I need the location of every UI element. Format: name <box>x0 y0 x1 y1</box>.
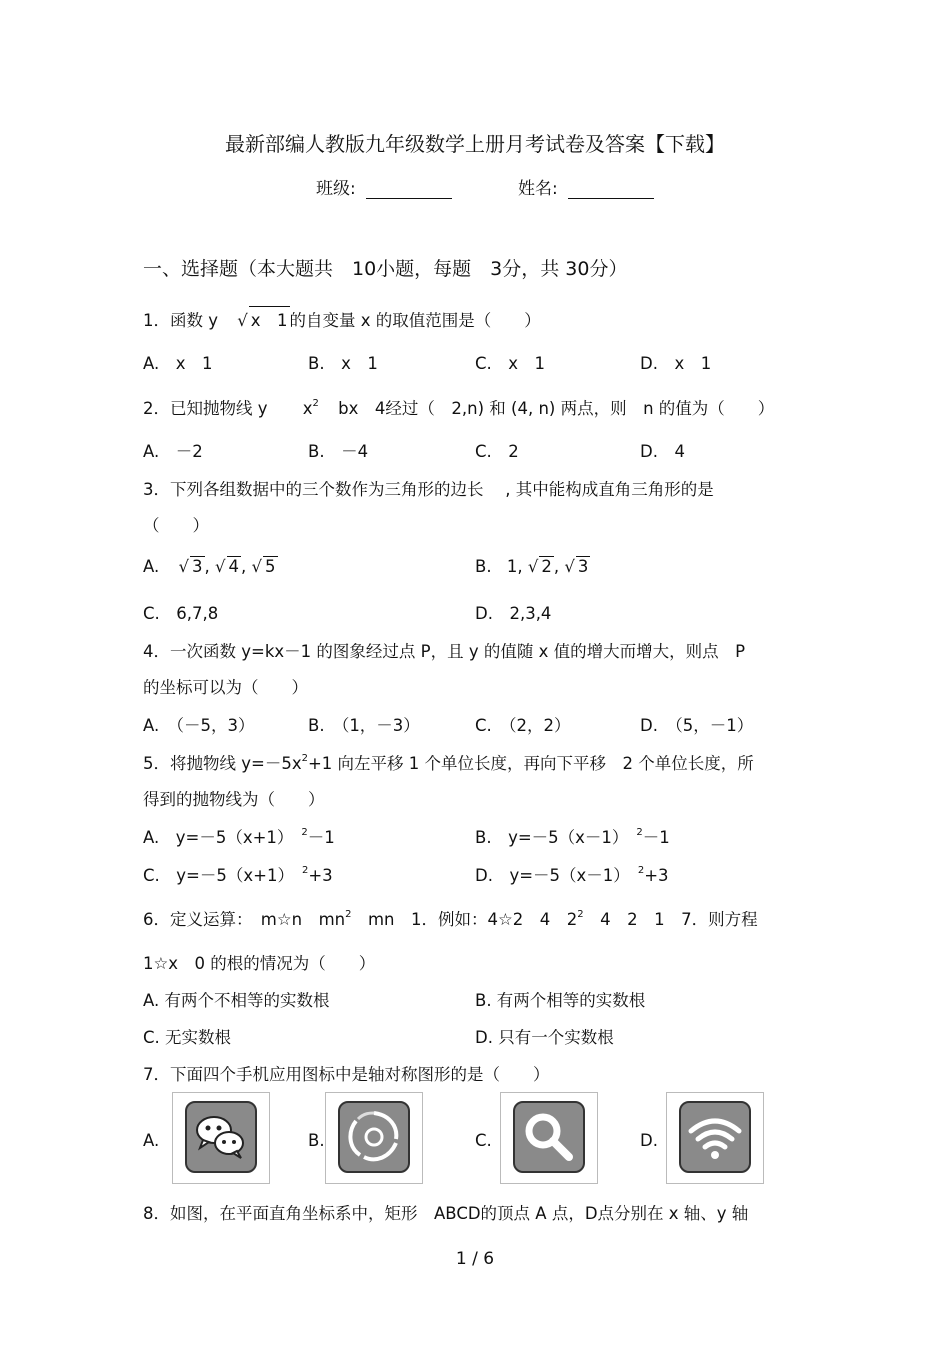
name-label: 姓名: <box>518 179 558 199</box>
q2-suffix: bx 4经过（ 2,n) 和 (4, n) 两点，则 n 的值为（ ） <box>338 399 775 418</box>
q4-option-c: C. （2，2） <box>475 716 571 735</box>
page-title: 最新部编人教版九年级数学上册月考试卷及答案【下载】 <box>225 132 725 156</box>
q1-suffix: 的自变量 x 的取值范围是（ ） <box>289 311 541 330</box>
q5-b-sup: 2 <box>636 827 643 838</box>
class-field <box>316 174 452 199</box>
q5-option-d <box>475 862 669 886</box>
question-3-line1: 3．下列各组数据中的三个数作为三角形的边长 , 其中能构成直角三角形的是 <box>143 480 714 499</box>
q1-option-a: A. x 1 <box>143 354 213 373</box>
class-label: 班级: <box>316 179 356 199</box>
q3-option-b: B. 1, √ 2 , √ 3 <box>475 557 589 576</box>
q2-option-d: D. 4 <box>640 442 685 461</box>
q5-l1-post: +1 向左平移 1 个单位长度，再向下平移 2 个单位长度，所 <box>307 754 754 773</box>
question-4-line1: 4．一次函数 y=kx－1 的图象经过点 P，且 y 的值随 x 值的增大而增大，则点 P <box>143 642 746 661</box>
question-3-line2: （ ） <box>143 516 209 535</box>
q6-l1-a: 6．定义运算： m☆n mn <box>143 910 346 929</box>
q2-option-a: A. －2 <box>143 442 203 461</box>
q3-a-v3: 5 <box>265 557 276 576</box>
q1-rad-x: x <box>250 311 261 330</box>
question-2 <box>143 395 774 419</box>
q5-c-post: +3 <box>308 866 333 885</box>
q3-b-label: B. <box>475 557 492 576</box>
q5-option-a <box>143 824 335 848</box>
question-5-line1 <box>143 750 754 774</box>
q1-radical: √ x 1 <box>237 311 289 330</box>
q6-l1-c: 4 2 1 7．则方程 <box>583 910 758 929</box>
q2-prefix: 2．已知抛物线 y <box>143 399 268 418</box>
q6-option-b: B. 有两个相等的实数根 <box>475 991 646 1010</box>
q3-a-label: A. <box>143 557 160 576</box>
q6-sup-2: 2 <box>577 909 584 920</box>
q5-a-post: －1 <box>307 828 335 847</box>
question-1 <box>143 306 541 331</box>
q3-option-a <box>143 556 278 576</box>
question-6-line2: 1☆x 0 的根的情况为（ ） <box>143 954 376 973</box>
question-7-line1: 7．下面四个手机应用图标中是轴对称图形的是（ ） <box>143 1065 550 1084</box>
name-blank <box>568 182 654 199</box>
q6-option-d: D. 只有一个实数根 <box>475 1028 614 1047</box>
q7-option-c-label: C. <box>475 1131 492 1150</box>
question-8-line1: 8．如图，在平面直角坐标系中，矩形 ABCD的顶点 A 点，D点分别在 x 轴、y 轴 <box>143 1204 749 1223</box>
swirl-icon <box>325 1092 423 1184</box>
q5-b-post: －1 <box>642 828 670 847</box>
q1-rad-1: 1 <box>277 311 288 330</box>
q2-option-c: C. 2 <box>475 442 519 461</box>
q1-option-d: D. x 1 <box>640 354 712 373</box>
search-icon <box>500 1092 598 1184</box>
q5-a-sup: 2 <box>301 827 308 838</box>
wechat-icon <box>172 1092 270 1184</box>
q5-a-pre: A. y=－5（x+1） <box>143 828 294 847</box>
q5-option-c <box>143 862 333 886</box>
question-5-line2: 得到的抛物线为（ ） <box>143 790 325 809</box>
q6-option-a: A. 有两个不相等的实数根 <box>143 991 330 1010</box>
q7-option-a-label: A. <box>143 1131 160 1150</box>
q5-l1-pre: 5．将抛物线 y=－5x <box>143 754 302 773</box>
q1-option-c: C. x 1 <box>475 354 546 373</box>
q7-option-b-label: B. <box>308 1131 325 1150</box>
q3-a-v1: 3 <box>192 557 203 576</box>
q5-c-sup: 2 <box>301 865 309 876</box>
q2-sup: 2 <box>312 398 319 409</box>
q6-option-c: C. 无实数根 <box>143 1028 232 1047</box>
q1-prefix: 1．函数 y <box>143 311 219 330</box>
q6-l1-b: mn 1．例如：4☆2 4 2 <box>351 910 578 929</box>
wifi-icon <box>666 1092 764 1184</box>
q3-a-values: √ 3 , √ 4 , √ 5 <box>178 557 276 576</box>
q4-option-a: A. （－5，3） <box>143 716 255 735</box>
q2-x: x <box>302 399 313 418</box>
q3-option-c: C. 6,7,8 <box>143 604 219 623</box>
q4-option-d: D. （5，－1） <box>640 716 754 735</box>
q3-option-d: D. 2,3,4 <box>475 604 552 623</box>
name-field <box>518 174 654 199</box>
q5-d-pre: D. y=－5（x－1） <box>475 866 630 885</box>
q7-option-d-label: D. <box>640 1131 658 1150</box>
q2-option-b: B. －4 <box>308 442 369 461</box>
question-4-line2: 的坐标可以为（ ） <box>143 678 308 697</box>
q3-a-v2: 4 <box>228 557 240 576</box>
q3-b-v1: 2 <box>541 557 552 576</box>
class-blank <box>366 182 452 199</box>
section-heading: 一、选择题（本大题共 10小题，每题 3分，共 30分） <box>143 258 628 280</box>
q3-b-prefix: 1, <box>506 557 523 576</box>
q3-b-v2: 3 <box>577 557 589 576</box>
q5-option-b <box>475 824 670 848</box>
q5-d-sup: 2 <box>637 865 645 876</box>
q6-sup-1: 2 <box>345 909 352 920</box>
q1-option-b: B. x 1 <box>308 354 378 373</box>
q5-c-pre: C. y=－5（x+1） <box>143 866 294 885</box>
page-number: 1 / 6 <box>455 1249 495 1269</box>
q5-b-pre: B. y=－5（x－1） <box>475 828 629 847</box>
question-6-line1 <box>143 906 758 930</box>
q5-d-post: +3 <box>644 866 669 885</box>
q5-l1-sup: 2 <box>301 753 308 764</box>
q4-option-b: B. （1，－3） <box>308 716 420 735</box>
